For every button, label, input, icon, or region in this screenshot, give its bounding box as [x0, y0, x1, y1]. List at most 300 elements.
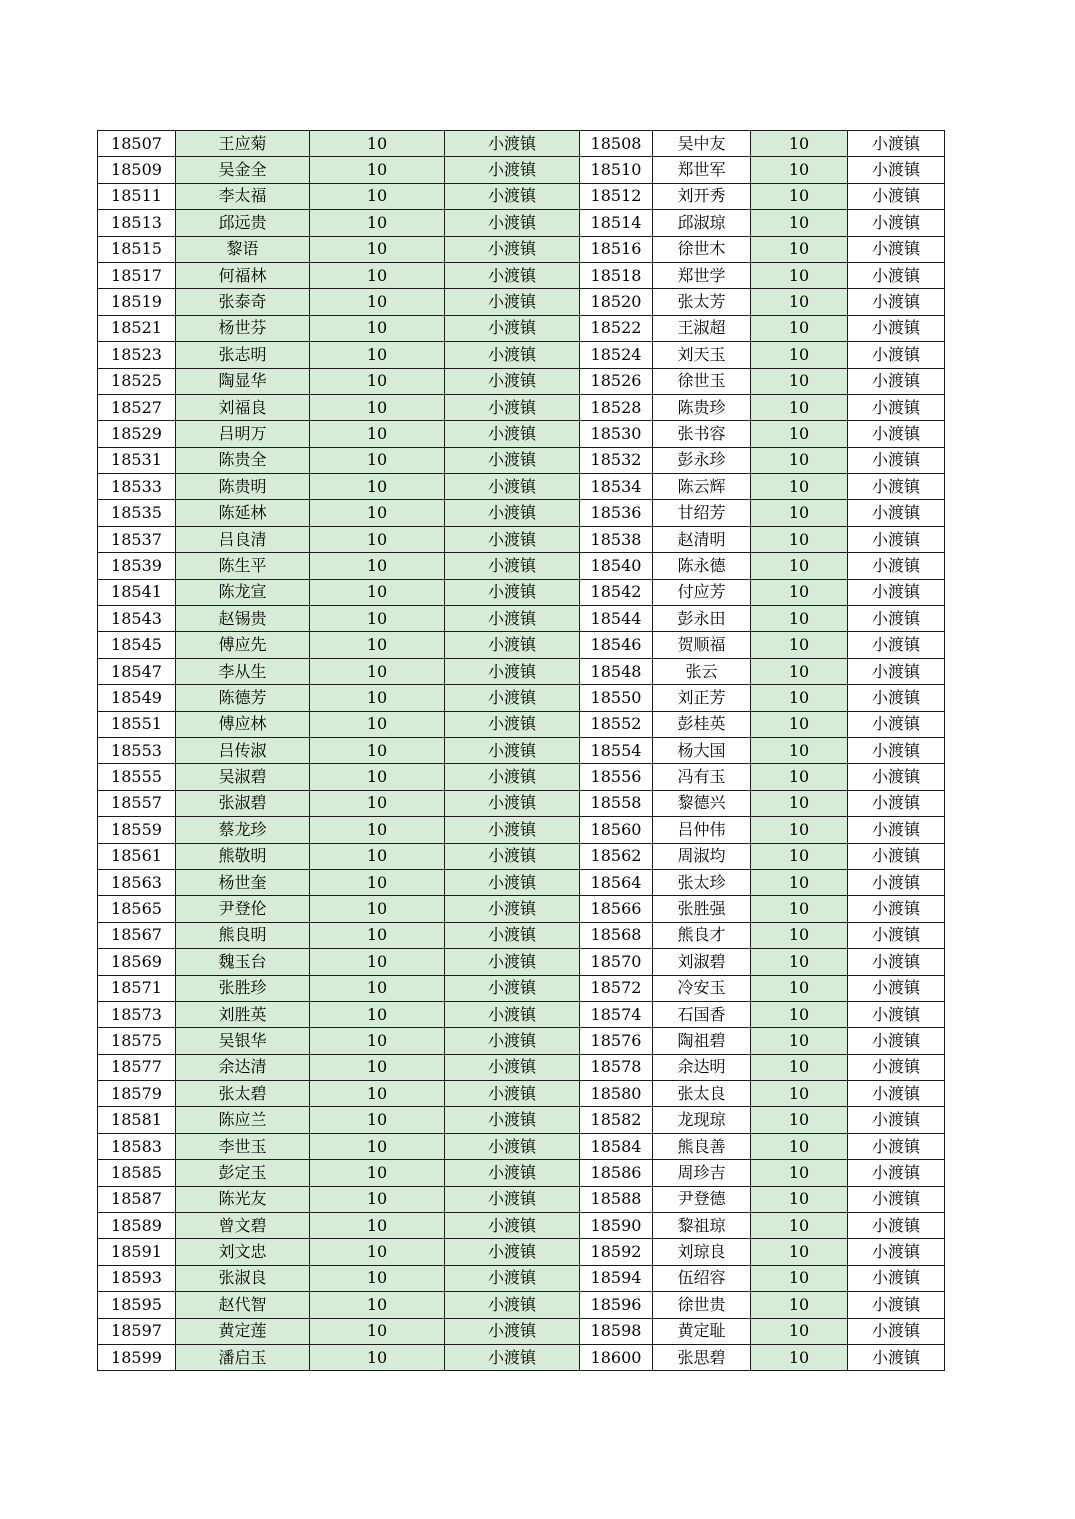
town-cell: 小渡镇 — [445, 658, 580, 684]
name-cell: 刘福良 — [176, 394, 310, 420]
town-cell: 小渡镇 — [848, 896, 945, 922]
name-cell: 傅应林 — [176, 711, 310, 737]
name-cell: 付应芳 — [653, 579, 751, 605]
id-cell: 18583 — [98, 1133, 176, 1159]
name-cell: 张太芳 — [653, 289, 751, 315]
town-cell: 小渡镇 — [848, 183, 945, 209]
table-row — [98, 685, 945, 711]
town-cell: 小渡镇 — [848, 262, 945, 288]
table-row — [98, 711, 945, 737]
amount-cell: 10 — [310, 1318, 445, 1344]
town-cell: 小渡镇 — [445, 342, 580, 368]
name-cell: 刘正芳 — [653, 685, 751, 711]
name-cell: 傅应先 — [176, 632, 310, 658]
table-row — [98, 737, 945, 763]
name-cell: 黎德兴 — [653, 790, 751, 816]
town-cell: 小渡镇 — [445, 474, 580, 500]
amount-cell: 10 — [751, 764, 848, 790]
name-cell: 李从生 — [176, 658, 310, 684]
amount-cell: 10 — [751, 526, 848, 552]
name-cell: 李世玉 — [176, 1133, 310, 1159]
amount-cell: 10 — [751, 711, 848, 737]
name-cell: 吕良清 — [176, 526, 310, 552]
table-row — [98, 896, 945, 922]
id-cell: 18578 — [580, 1054, 653, 1080]
town-cell: 小渡镇 — [848, 157, 945, 183]
town-cell: 小渡镇 — [445, 157, 580, 183]
table-row — [98, 262, 945, 288]
id-cell: 18580 — [580, 1081, 653, 1107]
town-cell: 小渡镇 — [445, 685, 580, 711]
name-cell: 郑世学 — [653, 262, 751, 288]
id-cell: 18515 — [98, 236, 176, 262]
town-cell: 小渡镇 — [848, 1133, 945, 1159]
id-cell: 18534 — [580, 474, 653, 500]
id-cell: 18586 — [580, 1160, 653, 1186]
town-cell: 小渡镇 — [848, 843, 945, 869]
table-row — [98, 236, 945, 262]
id-cell: 18551 — [98, 711, 176, 737]
id-cell: 18533 — [98, 474, 176, 500]
amount-cell: 10 — [310, 1133, 445, 1159]
amount-cell: 10 — [751, 685, 848, 711]
id-cell: 18537 — [98, 526, 176, 552]
id-cell: 18598 — [580, 1318, 653, 1344]
name-cell: 李太福 — [176, 183, 310, 209]
table-row — [98, 843, 945, 869]
name-cell: 吴中友 — [653, 131, 751, 157]
name-cell: 魏玉台 — [176, 949, 310, 975]
id-cell: 18563 — [98, 869, 176, 895]
town-cell: 小渡镇 — [848, 790, 945, 816]
id-cell: 18517 — [98, 262, 176, 288]
id-cell: 18558 — [580, 790, 653, 816]
town-cell: 小渡镇 — [445, 922, 580, 948]
name-cell: 张太碧 — [176, 1081, 310, 1107]
table-row — [98, 632, 945, 658]
name-cell: 尹登伦 — [176, 896, 310, 922]
town-cell: 小渡镇 — [445, 236, 580, 262]
name-cell: 陶显华 — [176, 368, 310, 394]
town-cell: 小渡镇 — [848, 394, 945, 420]
amount-cell: 10 — [751, 1133, 848, 1159]
town-cell: 小渡镇 — [445, 368, 580, 394]
name-cell: 徐世贵 — [653, 1292, 751, 1318]
table-row — [98, 869, 945, 895]
amount-cell: 10 — [310, 368, 445, 394]
id-cell: 18523 — [98, 342, 176, 368]
id-cell: 18521 — [98, 315, 176, 341]
town-cell: 小渡镇 — [848, 342, 945, 368]
town-cell: 小渡镇 — [848, 1160, 945, 1186]
town-cell: 小渡镇 — [848, 817, 945, 843]
town-cell: 小渡镇 — [848, 131, 945, 157]
table-row — [98, 500, 945, 526]
amount-cell: 10 — [310, 843, 445, 869]
name-cell: 石国香 — [653, 1001, 751, 1027]
amount-cell: 10 — [310, 1001, 445, 1027]
name-cell: 陶祖碧 — [653, 1028, 751, 1054]
amount-cell: 10 — [310, 1186, 445, 1212]
id-cell: 18559 — [98, 817, 176, 843]
id-cell: 18570 — [580, 949, 653, 975]
table-row — [98, 1344, 945, 1370]
amount-cell: 10 — [751, 790, 848, 816]
town-cell: 小渡镇 — [445, 1318, 580, 1344]
id-cell: 18597 — [98, 1318, 176, 1344]
town-cell: 小渡镇 — [848, 1318, 945, 1344]
amount-cell: 10 — [751, 1344, 848, 1370]
amount-cell: 10 — [751, 1239, 848, 1265]
town-cell: 小渡镇 — [848, 1344, 945, 1370]
name-cell: 刘琼良 — [653, 1239, 751, 1265]
name-cell: 彭桂英 — [653, 711, 751, 737]
amount-cell: 10 — [751, 368, 848, 394]
town-cell: 小渡镇 — [445, 1107, 580, 1133]
id-cell: 18522 — [580, 315, 653, 341]
amount-cell: 10 — [751, 210, 848, 236]
table-row — [98, 1213, 945, 1239]
id-cell: 18566 — [580, 896, 653, 922]
id-cell: 18561 — [98, 843, 176, 869]
name-cell: 刘文忠 — [176, 1239, 310, 1265]
id-cell: 18538 — [580, 526, 653, 552]
id-cell: 18524 — [580, 342, 653, 368]
amount-cell: 10 — [310, 1054, 445, 1080]
name-cell: 黎语 — [176, 236, 310, 262]
name-cell: 徐世木 — [653, 236, 751, 262]
id-cell: 18545 — [98, 632, 176, 658]
amount-cell: 10 — [310, 157, 445, 183]
town-cell: 小渡镇 — [445, 500, 580, 526]
name-cell: 张胜珍 — [176, 975, 310, 1001]
name-cell: 刘天玉 — [653, 342, 751, 368]
id-cell: 18535 — [98, 500, 176, 526]
amount-cell: 10 — [751, 342, 848, 368]
town-cell: 小渡镇 — [445, 1344, 580, 1370]
town-cell: 小渡镇 — [445, 1001, 580, 1027]
amount-cell: 10 — [310, 869, 445, 895]
amount-cell: 10 — [751, 579, 848, 605]
name-cell: 徐世玉 — [653, 368, 751, 394]
name-cell: 郑世军 — [653, 157, 751, 183]
name-cell: 黎祖琼 — [653, 1213, 751, 1239]
table-row — [98, 183, 945, 209]
amount-cell: 10 — [310, 685, 445, 711]
id-cell: 18554 — [580, 737, 653, 763]
name-cell: 余达明 — [653, 1054, 751, 1080]
amount-cell: 10 — [751, 975, 848, 1001]
name-cell: 陈云辉 — [653, 474, 751, 500]
town-cell: 小渡镇 — [848, 1265, 945, 1291]
town-cell: 小渡镇 — [848, 474, 945, 500]
town-cell: 小渡镇 — [445, 131, 580, 157]
id-cell: 18585 — [98, 1160, 176, 1186]
name-cell: 张淑碧 — [176, 790, 310, 816]
id-cell: 18600 — [580, 1344, 653, 1370]
id-cell: 18518 — [580, 262, 653, 288]
amount-cell: 10 — [751, 315, 848, 341]
amount-cell: 10 — [310, 949, 445, 975]
table-row — [98, 526, 945, 552]
town-cell: 小渡镇 — [848, 579, 945, 605]
id-cell: 18543 — [98, 606, 176, 632]
table-row — [98, 1318, 945, 1344]
amount-cell: 10 — [751, 394, 848, 420]
amount-cell: 10 — [310, 236, 445, 262]
town-cell: 小渡镇 — [848, 1001, 945, 1027]
amount-cell: 10 — [310, 474, 445, 500]
id-cell: 18511 — [98, 183, 176, 209]
amount-cell: 10 — [310, 632, 445, 658]
id-cell: 18564 — [580, 869, 653, 895]
id-cell: 18544 — [580, 606, 653, 632]
id-cell: 18536 — [580, 500, 653, 526]
name-cell: 杨世芬 — [176, 315, 310, 341]
name-cell: 杨大国 — [653, 737, 751, 763]
table-row — [98, 1160, 945, 1186]
table-row — [98, 289, 945, 315]
amount-cell: 10 — [751, 262, 848, 288]
town-cell: 小渡镇 — [848, 869, 945, 895]
town-cell: 小渡镇 — [445, 289, 580, 315]
name-cell: 周淑均 — [653, 843, 751, 869]
name-cell: 黄定耻 — [653, 1318, 751, 1344]
id-cell: 18596 — [580, 1292, 653, 1318]
table-row — [98, 975, 945, 1001]
id-cell: 18539 — [98, 553, 176, 579]
name-cell: 吕仲伟 — [653, 817, 751, 843]
amount-cell: 10 — [310, 606, 445, 632]
amount-cell: 10 — [751, 236, 848, 262]
amount-cell: 10 — [310, 1344, 445, 1370]
amount-cell: 10 — [751, 737, 848, 763]
table-body — [98, 131, 945, 1371]
town-cell: 小渡镇 — [445, 606, 580, 632]
name-cell: 邱远贵 — [176, 210, 310, 236]
table-row — [98, 474, 945, 500]
amount-cell: 10 — [751, 421, 848, 447]
table-row — [98, 157, 945, 183]
amount-cell: 10 — [751, 157, 848, 183]
amount-cell: 10 — [310, 790, 445, 816]
id-cell: 18595 — [98, 1292, 176, 1318]
id-cell: 18519 — [98, 289, 176, 315]
town-cell: 小渡镇 — [848, 658, 945, 684]
id-cell: 18590 — [580, 1213, 653, 1239]
id-cell: 18557 — [98, 790, 176, 816]
town-cell: 小渡镇 — [848, 764, 945, 790]
name-cell: 陈生平 — [176, 553, 310, 579]
town-cell: 小渡镇 — [848, 1054, 945, 1080]
name-cell: 周珍吉 — [653, 1160, 751, 1186]
amount-cell: 10 — [310, 553, 445, 579]
town-cell: 小渡镇 — [848, 737, 945, 763]
town-cell: 小渡镇 — [848, 553, 945, 579]
id-cell: 18591 — [98, 1239, 176, 1265]
amount-cell: 10 — [310, 737, 445, 763]
table-row — [98, 949, 945, 975]
name-cell: 黄定莲 — [176, 1318, 310, 1344]
amount-cell: 10 — [310, 658, 445, 684]
id-cell: 18571 — [98, 975, 176, 1001]
town-cell: 小渡镇 — [445, 1265, 580, 1291]
name-cell: 彭定玉 — [176, 1160, 310, 1186]
table-row — [98, 579, 945, 605]
amount-cell: 10 — [751, 1001, 848, 1027]
town-cell: 小渡镇 — [445, 183, 580, 209]
name-cell: 熊良善 — [653, 1133, 751, 1159]
town-cell: 小渡镇 — [848, 922, 945, 948]
town-cell: 小渡镇 — [445, 1133, 580, 1159]
name-cell: 陈延林 — [176, 500, 310, 526]
town-cell: 小渡镇 — [848, 500, 945, 526]
name-cell: 熊良才 — [653, 922, 751, 948]
id-cell: 18532 — [580, 447, 653, 473]
name-cell: 何福林 — [176, 262, 310, 288]
table-row — [98, 1107, 945, 1133]
amount-cell: 10 — [310, 342, 445, 368]
id-cell: 18508 — [580, 131, 653, 157]
town-cell: 小渡镇 — [445, 711, 580, 737]
name-cell: 邱淑琼 — [653, 210, 751, 236]
id-cell: 18573 — [98, 1001, 176, 1027]
table-row — [98, 553, 945, 579]
id-cell: 18587 — [98, 1186, 176, 1212]
town-cell: 小渡镇 — [848, 1292, 945, 1318]
name-cell: 贺顺福 — [653, 632, 751, 658]
table-row — [98, 1001, 945, 1027]
amount-cell: 10 — [751, 843, 848, 869]
id-cell: 18548 — [580, 658, 653, 684]
table-row — [98, 1265, 945, 1291]
table-row — [98, 1054, 945, 1080]
amount-cell: 10 — [310, 1160, 445, 1186]
id-cell: 18592 — [580, 1239, 653, 1265]
id-cell: 18575 — [98, 1028, 176, 1054]
id-cell: 18527 — [98, 394, 176, 420]
name-cell: 张太珍 — [653, 869, 751, 895]
town-cell: 小渡镇 — [445, 579, 580, 605]
amount-cell: 10 — [310, 421, 445, 447]
town-cell: 小渡镇 — [445, 1160, 580, 1186]
name-cell: 尹登德 — [653, 1186, 751, 1212]
amount-cell: 10 — [310, 1081, 445, 1107]
town-cell: 小渡镇 — [445, 817, 580, 843]
name-cell: 吴淑碧 — [176, 764, 310, 790]
amount-cell: 10 — [310, 975, 445, 1001]
name-cell: 张泰奇 — [176, 289, 310, 315]
data-table — [97, 130, 945, 1371]
amount-cell: 10 — [751, 553, 848, 579]
name-cell: 彭永田 — [653, 606, 751, 632]
amount-cell: 10 — [751, 474, 848, 500]
id-cell: 18562 — [580, 843, 653, 869]
id-cell: 18547 — [98, 658, 176, 684]
town-cell: 小渡镇 — [445, 1186, 580, 1212]
name-cell: 赵锡贵 — [176, 606, 310, 632]
town-cell: 小渡镇 — [445, 210, 580, 236]
amount-cell: 10 — [310, 289, 445, 315]
amount-cell: 10 — [310, 922, 445, 948]
table-row — [98, 368, 945, 394]
town-cell: 小渡镇 — [848, 606, 945, 632]
town-cell: 小渡镇 — [848, 447, 945, 473]
amount-cell: 10 — [751, 1028, 848, 1054]
amount-cell: 10 — [310, 447, 445, 473]
amount-cell: 10 — [751, 1081, 848, 1107]
amount-cell: 10 — [310, 131, 445, 157]
table-row — [98, 658, 945, 684]
table-row — [98, 421, 945, 447]
amount-cell: 10 — [751, 896, 848, 922]
name-cell: 王应菊 — [176, 131, 310, 157]
town-cell: 小渡镇 — [848, 1239, 945, 1265]
town-cell: 小渡镇 — [848, 1081, 945, 1107]
amount-cell: 10 — [751, 1213, 848, 1239]
table-row — [98, 1239, 945, 1265]
town-cell: 小渡镇 — [848, 1186, 945, 1212]
name-cell: 蔡龙珍 — [176, 817, 310, 843]
amount-cell: 10 — [310, 1213, 445, 1239]
town-cell: 小渡镇 — [848, 1213, 945, 1239]
town-cell: 小渡镇 — [848, 949, 945, 975]
id-cell: 18567 — [98, 922, 176, 948]
town-cell: 小渡镇 — [848, 1028, 945, 1054]
name-cell: 吴银华 — [176, 1028, 310, 1054]
name-cell: 张书容 — [653, 421, 751, 447]
id-cell: 18520 — [580, 289, 653, 315]
name-cell: 陈贵明 — [176, 474, 310, 500]
id-cell: 18546 — [580, 632, 653, 658]
amount-cell: 10 — [310, 526, 445, 552]
table-row — [98, 1081, 945, 1107]
id-cell: 18568 — [580, 922, 653, 948]
id-cell: 18513 — [98, 210, 176, 236]
id-cell: 18526 — [580, 368, 653, 394]
town-cell: 小渡镇 — [848, 685, 945, 711]
id-cell: 18529 — [98, 421, 176, 447]
town-cell: 小渡镇 — [445, 737, 580, 763]
name-cell: 吕明万 — [176, 421, 310, 447]
town-cell: 小渡镇 — [445, 553, 580, 579]
town-cell: 小渡镇 — [848, 1107, 945, 1133]
id-cell: 18514 — [580, 210, 653, 236]
id-cell: 18599 — [98, 1344, 176, 1370]
town-cell: 小渡镇 — [848, 526, 945, 552]
name-cell: 王淑超 — [653, 315, 751, 341]
name-cell: 刘淑碧 — [653, 949, 751, 975]
amount-cell: 10 — [310, 183, 445, 209]
id-cell: 18593 — [98, 1265, 176, 1291]
town-cell: 小渡镇 — [848, 975, 945, 1001]
town-cell: 小渡镇 — [848, 711, 945, 737]
name-cell: 曾文碧 — [176, 1213, 310, 1239]
name-cell: 陈贵全 — [176, 447, 310, 473]
town-cell: 小渡镇 — [848, 632, 945, 658]
amount-cell: 10 — [751, 500, 848, 526]
name-cell: 冯有玉 — [653, 764, 751, 790]
id-cell: 18509 — [98, 157, 176, 183]
town-cell: 小渡镇 — [445, 949, 580, 975]
name-cell: 杨世奎 — [176, 869, 310, 895]
id-cell: 18528 — [580, 394, 653, 420]
town-cell: 小渡镇 — [445, 315, 580, 341]
id-cell: 18542 — [580, 579, 653, 605]
id-cell: 18525 — [98, 368, 176, 394]
table-row — [98, 790, 945, 816]
town-cell: 小渡镇 — [848, 315, 945, 341]
